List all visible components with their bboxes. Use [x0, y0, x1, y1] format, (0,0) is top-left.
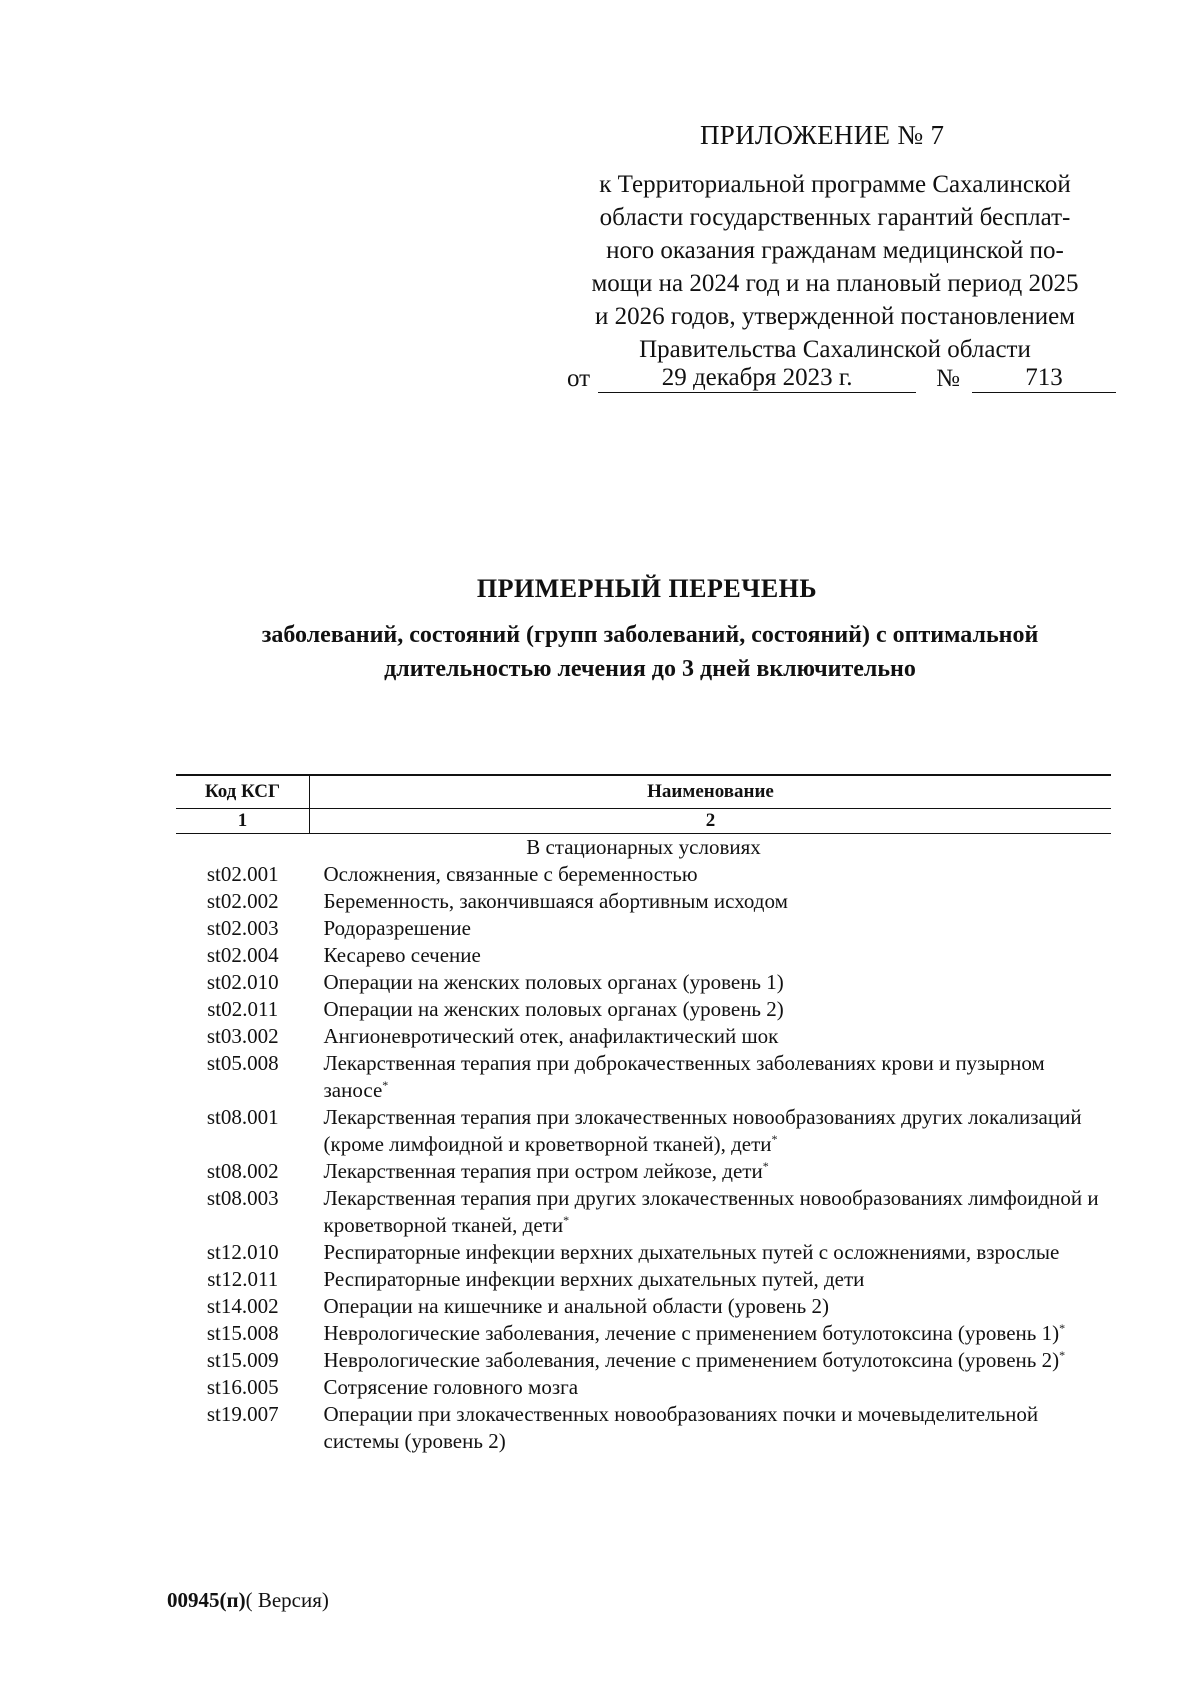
doc-code: 00945(п)	[167, 1588, 246, 1612]
ksg-name	[310, 1347, 1112, 1374]
table-body	[176, 809, 1111, 1456]
ksg-code: st08.001	[206, 1105, 279, 1129]
ksg-code: st02.004	[206, 943, 279, 967]
table-row	[176, 1347, 1111, 1374]
appendix-line: и 2026 годов, утвержденной постановлением	[595, 303, 1075, 330]
ksg-code: st15.008	[206, 1321, 279, 1345]
ksg-name	[310, 1050, 1112, 1104]
ksg-name-text: Лекарственная терапия при доброкачественных заболеваниях крови и пузырном заносе	[323, 1051, 1045, 1102]
ksg-code: st19.007	[206, 1402, 279, 1426]
subtitle	[170, 618, 1130, 686]
ksg-code: st05.008	[206, 1051, 279, 1075]
table-row	[176, 1185, 1111, 1239]
ksg-code: st02.010	[206, 970, 279, 994]
ksg-name-text: Неврологические заболевания, лечение с применением ботулотоксина (уровень 2)	[323, 1348, 1060, 1372]
ksg-name	[310, 942, 1112, 969]
number-label: №	[936, 365, 960, 392]
ksg-name-text: Кесарево сечение	[323, 943, 481, 967]
table-row	[176, 942, 1111, 969]
ksg-code: st14.002	[206, 1294, 279, 1318]
asterisk-note: *	[1059, 1348, 1066, 1362]
table-row	[176, 1104, 1111, 1158]
column-number-row	[176, 809, 1111, 834]
ksg-code: st12.011	[207, 1267, 279, 1291]
ksg-name	[310, 888, 1112, 915]
table-row	[176, 1158, 1111, 1185]
footer-doc-code	[167, 1588, 329, 1613]
resolution-number: 713	[972, 364, 1116, 393]
ksg-name	[310, 1320, 1112, 1347]
doc-version: ( Версия)	[245, 1588, 329, 1612]
ksg-code: st08.002	[206, 1159, 279, 1183]
ksg-name	[310, 1104, 1112, 1158]
table-row	[176, 1050, 1111, 1104]
ksg-code: st02.001	[206, 862, 279, 886]
table-row	[176, 969, 1111, 996]
ksg-name	[310, 1023, 1112, 1050]
ksg-code: st15.009	[206, 1348, 279, 1372]
asterisk-note: *	[762, 1159, 769, 1173]
subtitle-line: длительностью лечения до 3 дней включительно	[384, 656, 916, 682]
resolution-date: 29 декабря 2023 г.	[598, 364, 916, 393]
asterisk-note: *	[771, 1132, 778, 1146]
ksg-name-text: Операции на женских половых органах (уровень 1)	[323, 970, 784, 994]
ksg-code: st03.002	[206, 1024, 279, 1048]
appendix-description	[555, 168, 1115, 366]
ksg-name	[310, 915, 1112, 942]
ksg-name	[310, 1158, 1112, 1185]
appendix-line: ного оказания гражданам медицинской по-	[606, 237, 1064, 264]
column-number: 2	[310, 809, 1112, 834]
header-name: Наименование	[310, 775, 1112, 809]
ksg-code: st02.002	[206, 889, 279, 913]
ksg-name	[310, 969, 1112, 996]
section-title: В стационарных условиях	[526, 835, 761, 859]
section-row	[176, 834, 1111, 862]
table-row	[176, 888, 1111, 915]
ksg-table-container	[176, 774, 1111, 1455]
ksg-table	[176, 774, 1111, 1455]
table-header-row	[176, 775, 1111, 809]
ksg-name	[310, 1374, 1112, 1401]
table-row	[176, 1293, 1111, 1320]
ksg-code: st12.010	[206, 1240, 279, 1264]
ksg-name-text: Операции на кишечнике и анальной области (уровень 2)	[323, 1294, 829, 1318]
ksg-code: st02.003	[206, 916, 279, 940]
asterisk-note: *	[563, 1213, 570, 1227]
appendix-title: ПРИЛОЖЕНИЕ № 7	[700, 120, 945, 150]
ksg-name-text: Респираторные инфекции верхних дыхательных путей с осложнениями, взрослые	[323, 1240, 1060, 1264]
asterisk-note: *	[382, 1078, 389, 1092]
appendix-line: мощи на 2024 год и на плановый период 2025	[591, 270, 1079, 297]
ksg-name	[310, 1401, 1112, 1455]
ksg-name-text: Родоразрешение	[323, 916, 471, 940]
table-row	[176, 1320, 1111, 1347]
table-row	[176, 1374, 1111, 1401]
table-row	[176, 1023, 1111, 1050]
ksg-name-text: Осложнения, связанные с беременностью	[323, 862, 698, 886]
header-code: Код КСГ	[176, 775, 310, 809]
table-row	[176, 861, 1111, 888]
ksg-name-text: Респираторные инфекции верхних дыхательных путей, дети	[323, 1267, 865, 1291]
ksg-name-text: Ангионевротический отек, анафилактический шок	[323, 1024, 779, 1048]
ksg-name-text: Неврологические заболевания, лечение с применением ботулотоксина (уровень 1)	[323, 1321, 1060, 1345]
ksg-name-text: Лекарственная терапия при других злокачественных новообразованиях лимфоидной и кроветворной тканей, дети	[323, 1186, 1099, 1237]
ksg-name-text: Сотрясение головного мозга	[323, 1375, 579, 1399]
asterisk-note: *	[1059, 1321, 1066, 1335]
ksg-name-text: Беременность, закончившаяся абортивным исходом	[323, 889, 788, 913]
appendix-line: области государственных гарантий бесплат-	[599, 204, 1071, 231]
ksg-name	[310, 1266, 1112, 1293]
table-row	[176, 996, 1111, 1023]
subtitle-line: заболеваний, состояний (групп заболеваний, состояний) с оптимальной	[261, 622, 1039, 648]
resolution-date-line	[567, 364, 1116, 393]
table-row	[176, 1239, 1111, 1266]
date-prefix: от	[567, 365, 591, 392]
ksg-code: st08.003	[206, 1186, 279, 1210]
ksg-name-text: Лекарственная терапия при злокачественных новообразованиях других локализаций (кроме лимфоидной и кроветворной тканей), дети	[323, 1105, 1082, 1156]
ksg-code: st16.005	[206, 1375, 279, 1399]
ksg-code: st02.011	[207, 997, 279, 1021]
ksg-name-text: Лекарственная терапия при остром лейкозе, дети	[323, 1159, 763, 1183]
ksg-name-text: Операции при злокачественных новообразованиях почки и мочевыделительной системы (уровень 2)	[323, 1402, 1039, 1453]
appendix-line: к Территориальной программе Сахалинской	[599, 171, 1071, 198]
column-number: 1	[176, 809, 310, 834]
ksg-name	[310, 861, 1112, 888]
ksg-name	[310, 996, 1112, 1023]
table-row	[176, 1401, 1111, 1455]
main-title: ПРИМЕРНЫЙ ПЕРЕЧЕНЬ	[476, 574, 818, 603]
ksg-name-text: Операции на женских половых органах (уровень 2)	[323, 997, 784, 1021]
ksg-name	[310, 1185, 1112, 1239]
table-row	[176, 915, 1111, 942]
ksg-name	[310, 1239, 1112, 1266]
table-row	[176, 1266, 1111, 1293]
ksg-name	[310, 1293, 1112, 1320]
appendix-line: Правительства Сахалинской области	[639, 336, 1031, 363]
